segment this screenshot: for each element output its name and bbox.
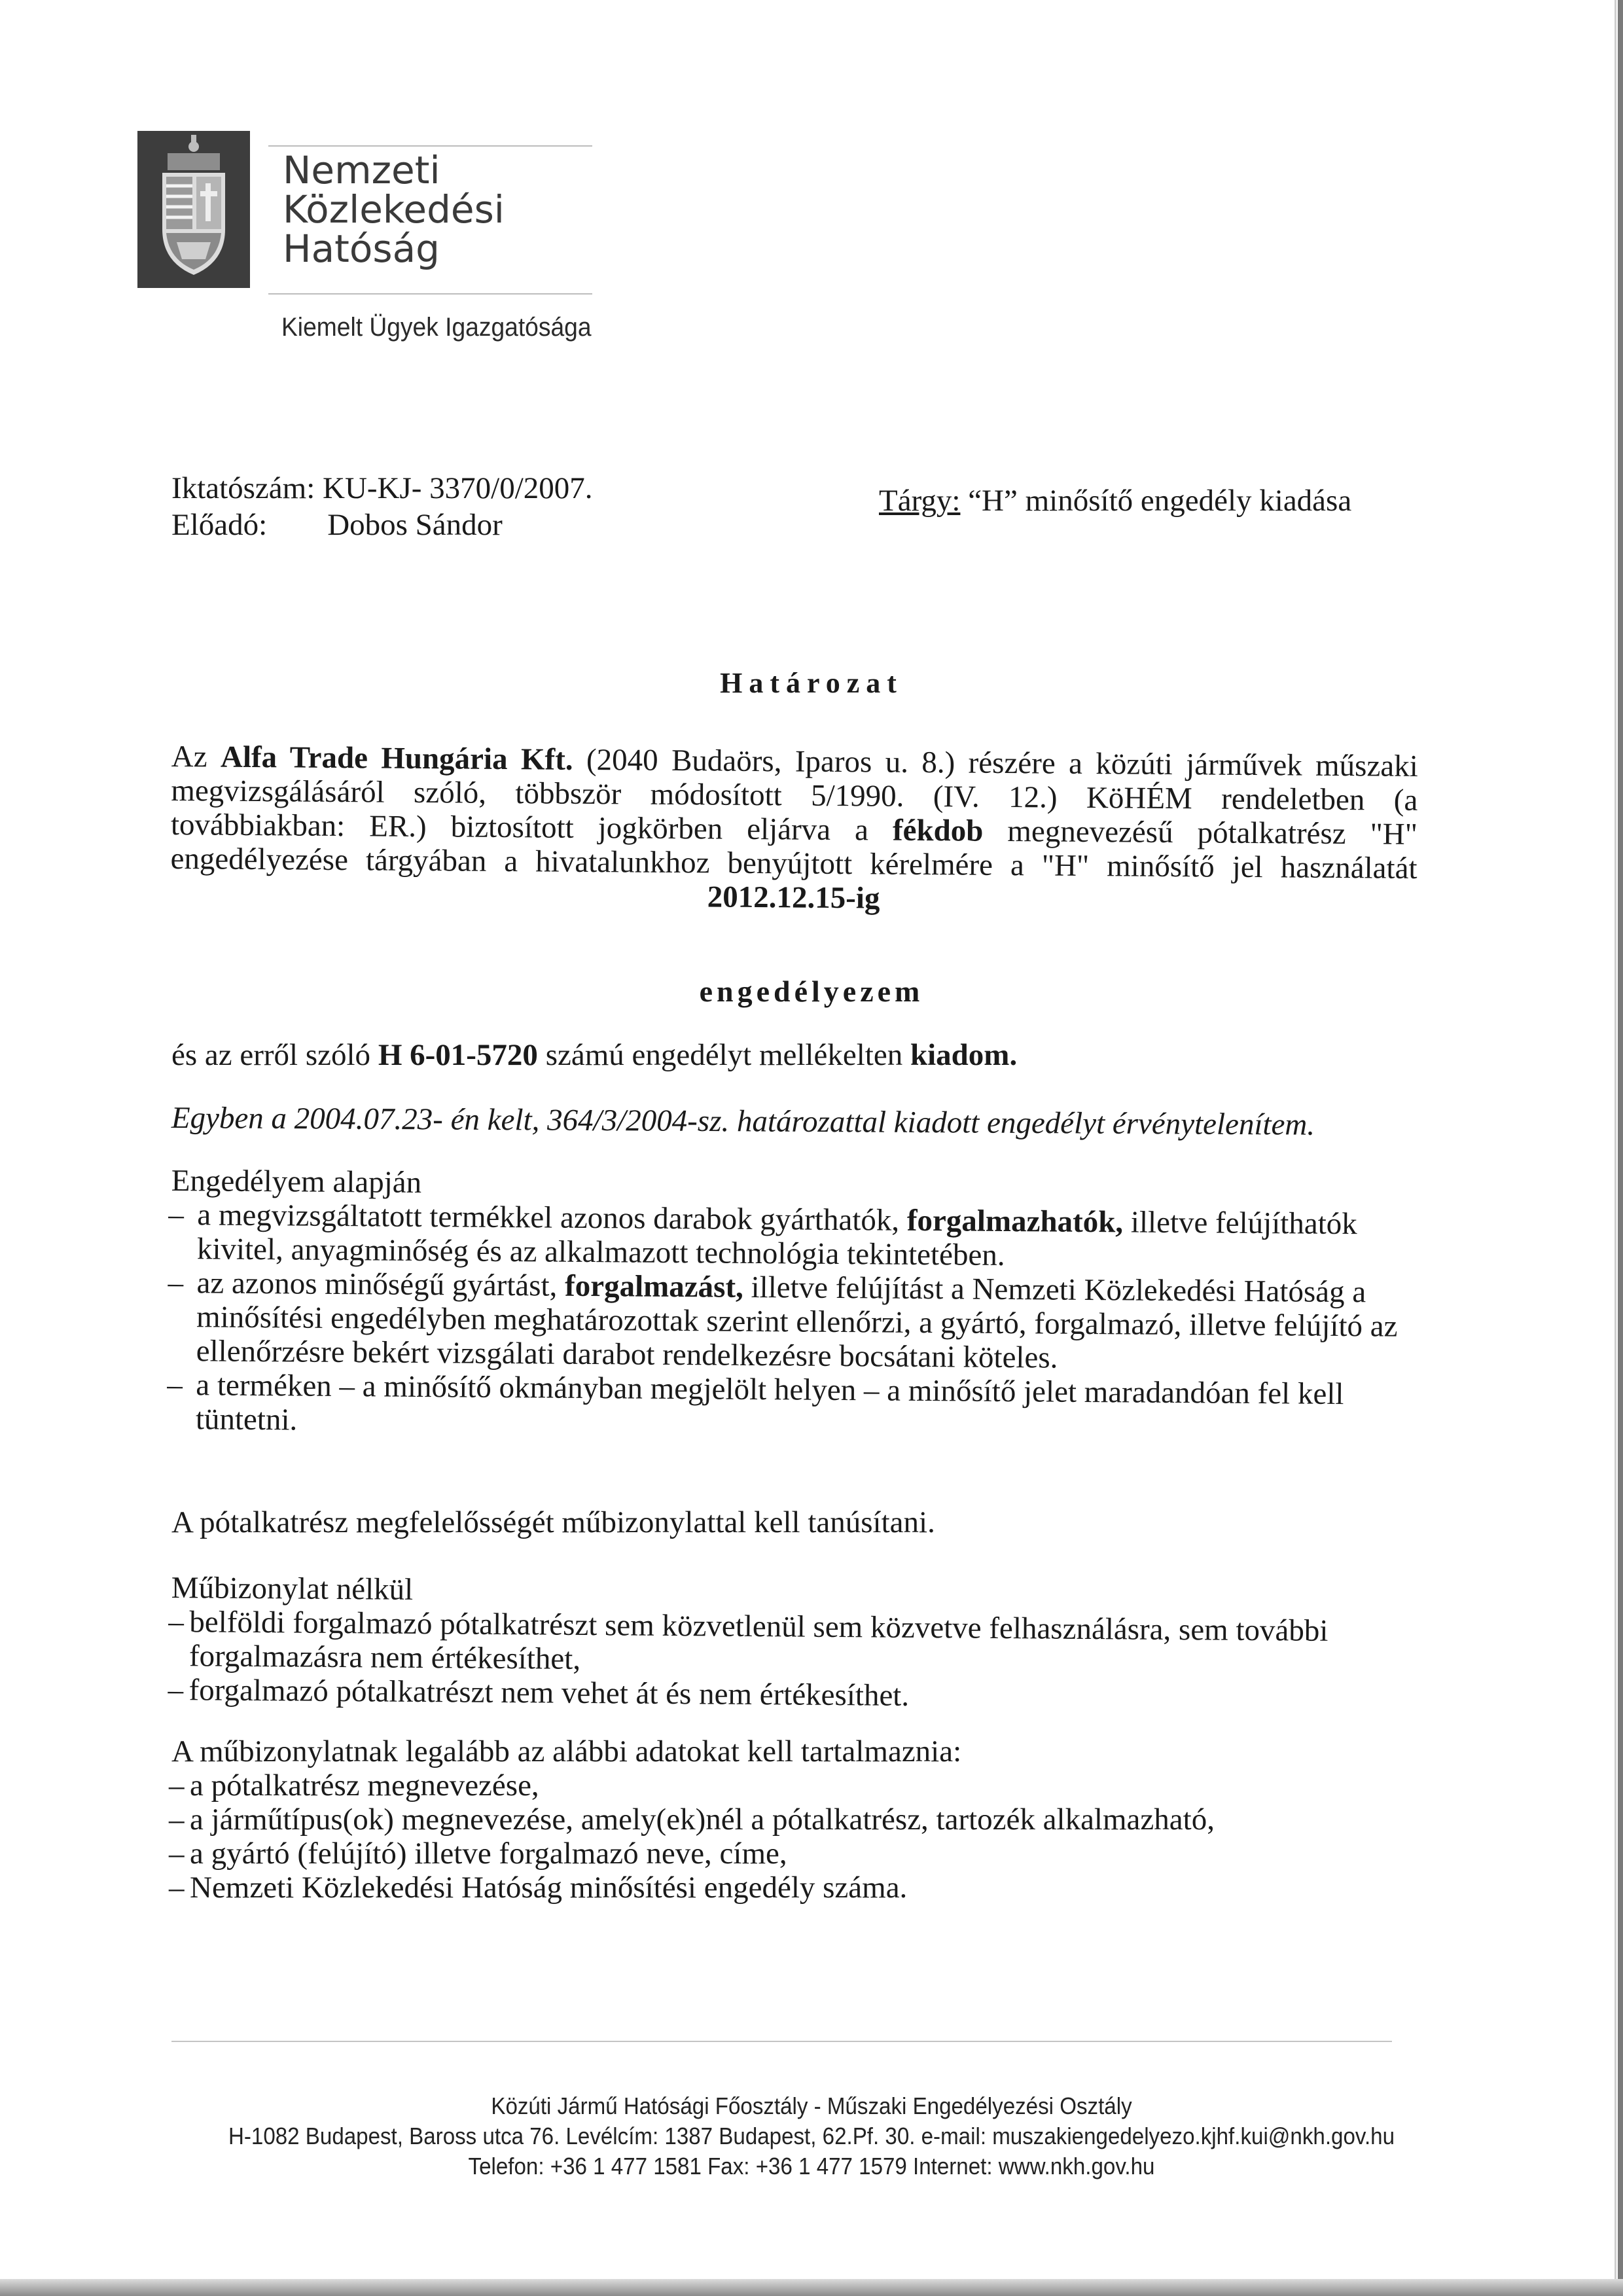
file-number: KU-KJ- 3370/0/2007. <box>323 471 593 505</box>
list-item <box>170 1266 1418 1378</box>
without-certificate-list <box>170 1605 1418 1717</box>
agency-name-line-2: Közlekedési <box>283 187 505 232</box>
list-item: – Nemzeti Közlekedési Hatóság minősítési engedély száma. <box>171 1871 1418 1905</box>
emphasis: forgalmazást, <box>564 1268 744 1304</box>
issue-verb: kiadom. <box>910 1038 1018 1072</box>
company-name: Alfa Trade Hungária Kft. <box>220 740 573 777</box>
text-run: megvizsgálásáról szóló, többször módosított 5/1990. (IV. 12.) KöHÉM rendeletben (a <box>171 773 1418 817</box>
certification-requirement: A pótalkatrész megfelelősségét műbizonylattal kell tanúsítani. <box>171 1505 935 1539</box>
list-item: – belföldi forgalmazó pótalkatrészt sem közvetlenül sem közvetve felhasználásra, sem további forgalmazásra nem értékesíthet, <box>171 1605 1418 1683</box>
text-run: illetve felújítást a Nemzeti Közlekedési Hatóság a minősítési engedélyben meghatározottak szerint ellenőrzi, a gyártó, forgalmazó, illetve felújító az ellenőrzésre bekért vizsgálati darabot rendelkezésre bocsátani köteles. <box>196 1270 1398 1375</box>
presenter-row <box>171 507 593 543</box>
footer <box>0 2091 1623 2181</box>
footer-contact: Telefon: +36 1 477 1581 Fax: +36 1 477 1579 Internet: www.nkh.gov.hu <box>468 2153 1155 2179</box>
conditions-list <box>169 1198 1418 1446</box>
footer-rule <box>171 2041 1392 2042</box>
part-name: fékdob <box>892 813 984 848</box>
revocation-note: Egyben a 2004.07.23- én kelt, 364/3/2004-sz. határozattal kiadott engedélyt érvénytelenítem. <box>171 1101 1315 1142</box>
header-rule-top <box>268 145 592 147</box>
reference-block <box>171 470 593 543</box>
presenter-label: Előadó: <box>171 508 268 542</box>
subject-text: “H” minősítő engedély kiadása <box>960 484 1352 518</box>
subject-line <box>879 483 1351 518</box>
directorate-name: Kiemelt Ügyek Igazgatósága <box>281 313 592 342</box>
text-run: továbbiakban: ER.) biztosított jogkörben eljárva a <box>170 807 893 848</box>
presenter-name: Dobos Sándor <box>327 508 503 542</box>
list-item: – a járműtípus(ok) megnevezése, amely(ek)nél a pótalkatrész, tartozék alkalmazható, <box>171 1803 1418 1837</box>
text-run: és az erről szóló <box>171 1038 378 1072</box>
decision-keyword: engedélyezem <box>699 975 924 1008</box>
text-run: a terméken – a minősítő okmányban megjelölt helyen – a minősítő jelet maradandóan fel kell tüntetni. <box>195 1368 1344 1437</box>
certificate-content-section <box>171 1734 1418 1905</box>
text-run: számú engedélyt mellékelten <box>537 1038 910 1072</box>
decision-paragraph <box>170 740 1418 920</box>
subject-label: Tárgy: <box>879 484 961 518</box>
text-run: illetve felújíthatók kivitel, anyagminőség és az alkalmazott technológia tekintetében. <box>196 1205 1357 1273</box>
file-number-row <box>171 470 593 507</box>
validity-date: 2012.12.15-ig <box>707 880 880 916</box>
text-run: Az <box>171 740 221 774</box>
list-item: – forgalmazó pótalkatrészt nem vehet át és nem értékesíthet. <box>170 1673 1417 1717</box>
agency-name-line-1: Nemzeti <box>283 148 440 192</box>
text-run: a megvizsgáltatott termékkel azonos darabok gyárthatók, <box>197 1198 908 1238</box>
footer-address: H-1082 Budapest, Baross utca 76. Levélcím: 1387 Budapest, 62.Pf. 30. e-mail: muszakiengedelyezo.kjhf.kui@nkh.gov.hu <box>228 2123 1395 2149</box>
scan-edge <box>1614 0 1616 2296</box>
conditions-section <box>169 1164 1418 1446</box>
text-run: megnevezésű pótalkatrész "H" <box>983 814 1418 852</box>
agency-name <box>283 148 505 271</box>
text-run: (2040 Budaörs, Iparos u. 8.) részére a közúti járművek műszaki <box>573 742 1418 783</box>
header-rule-bottom <box>268 293 592 295</box>
scan-edge <box>0 2279 1623 2296</box>
license-code: H 6-01-5720 <box>378 1038 538 1072</box>
emphasis: forgalmazhatók, <box>906 1203 1124 1240</box>
list-item <box>169 1368 1417 1446</box>
document-title: Határozat <box>720 667 903 699</box>
file-number-label: Iktatószám: <box>171 471 315 505</box>
conditions-heading: Engedélyem alapján <box>171 1164 422 1200</box>
crest-icon <box>137 131 250 288</box>
list-item: – a pótalkatrész megnevezése, <box>171 1768 1418 1803</box>
coat-of-arms-logo <box>137 131 250 288</box>
footer-department: Közúti Jármű Hatósági Főosztály - Műszaki Engedélyezési Osztály <box>491 2092 1132 2119</box>
certificate-content-list <box>171 1768 1418 1905</box>
list-item: – a gyártó (felújító) illetve forgalmazó neve, címe, <box>171 1837 1418 1871</box>
scan-edge <box>1618 0 1623 2296</box>
list-item <box>171 1198 1418 1276</box>
issue-sentence <box>171 1038 1418 1072</box>
text-run: engedélyezése tárgyában a hivatalunkhoz benyújtott kérelmére a "H" minősítő jel használatát <box>170 841 1418 886</box>
without-certificate-heading: Műbizonylat nélkül <box>171 1571 414 1607</box>
text-run: az azonos minőségű gyártást, <box>196 1266 565 1303</box>
without-certificate-section <box>170 1571 1418 1717</box>
certificate-content-heading: A műbizonylatnak legalább az alábbi adatokat kell tartalmaznia: <box>171 1734 962 1768</box>
agency-name-line-3: Hatóság <box>283 226 440 271</box>
